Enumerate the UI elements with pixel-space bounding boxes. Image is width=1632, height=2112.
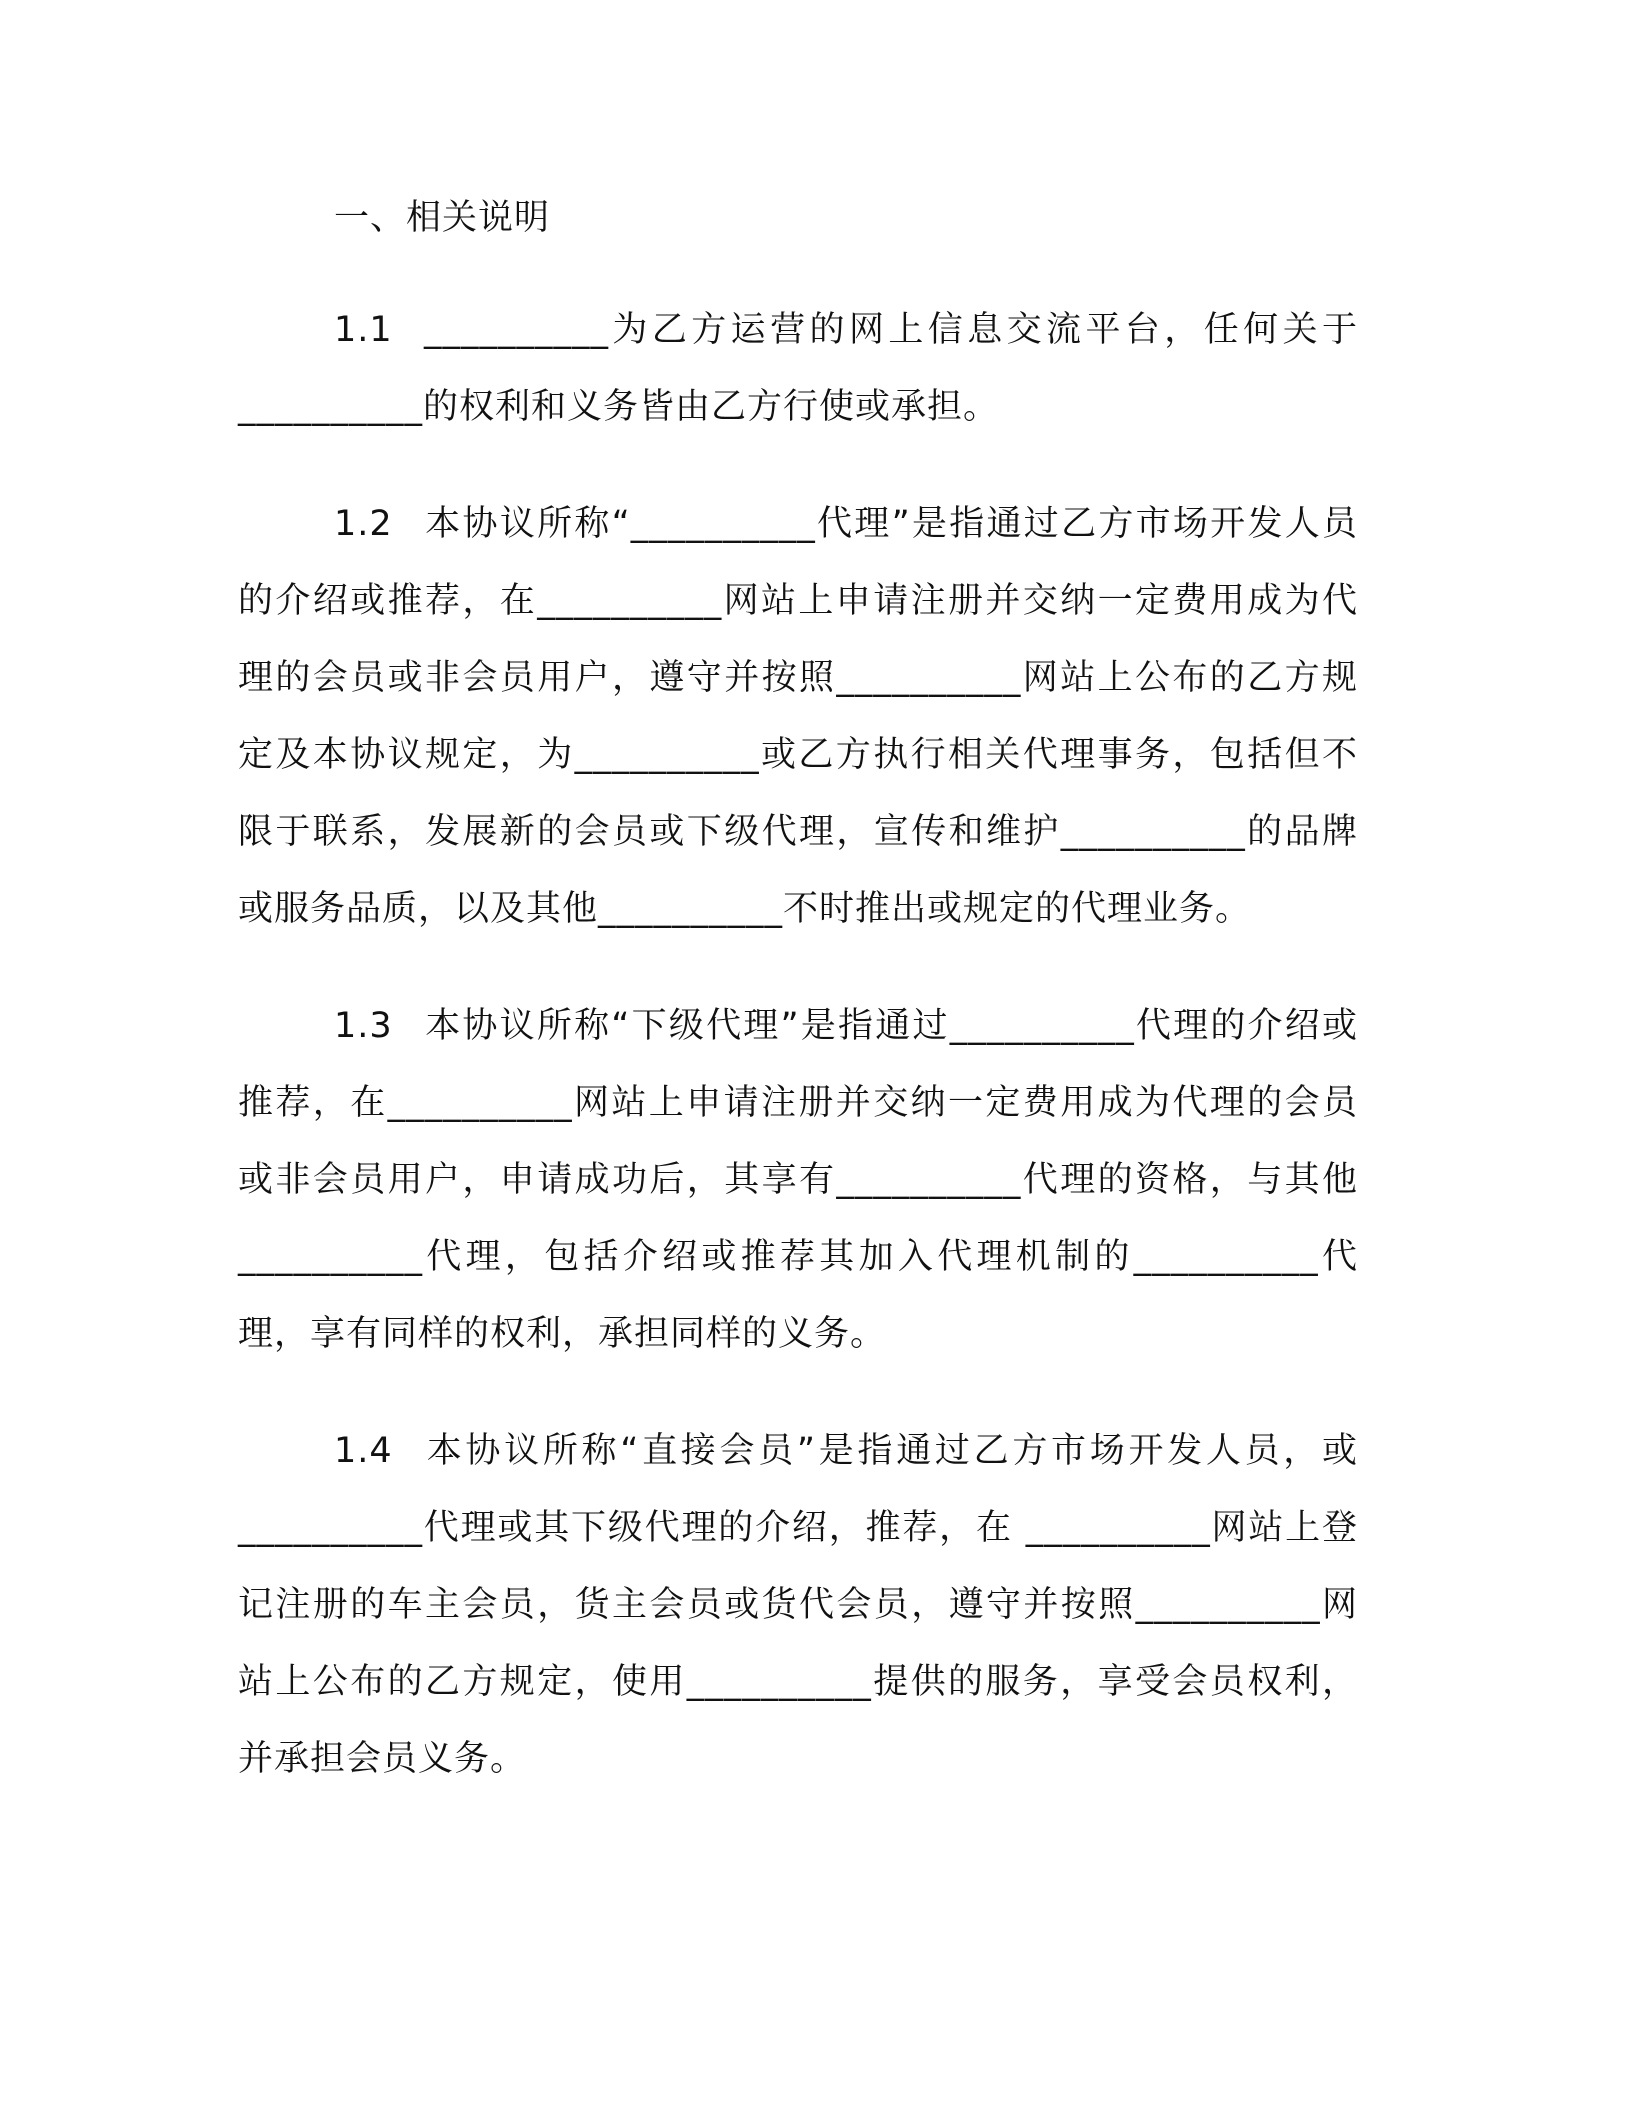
clause-1-2 [238,486,1358,948]
clause-text: __________为乙方运营的网上信息交流平台，任何关于__________的权利和义务皆由乙方行使或承担。 [238,310,1358,427]
clause-number: 1.1 [334,310,393,350]
section-heading: 一、相关说明 [334,198,551,238]
clause-text: 本协议所称“__________代理”是指通过乙方市场开发人员的介绍或推荐，在__________网站上申请注册并交纳一定费用成为代理的会员或非会员用户，遵守并按照__________网站上公布的乙方规定及本协议规定，为__________或乙方执行相关代理事务，包括但不限于联系，发展新的会员或下级代理，宣传和维护__________的品牌或服务品质，以及其他__________不时推出或规定的代理业务。 [238,504,1358,929]
clause-text: 本协议所称“下级代理”是指通过__________代理的介绍或推荐，在__________网站上申请注册并交纳一定费用成为代理的会员或非会员用户，申请成功后，其享有__________代理的资格，与其他__________代理，包括介绍或推荐其加入代理机制的__________代理，享有同样的权利，承担同样的义务。 [238,1006,1358,1354]
clause-text: 本协议所称“直接会员”是指通过乙方市场开发人员，或__________代理或其下级代理的介绍，推荐，在 __________网站上登记注册的车主会员，货主会员或货代会员，遵守并按照__________网站上公布的乙方规定，使用__________提供的服务，享受会员权利，并承担会员义务。 [238,1431,1358,1779]
clause-1-4 [238,1413,1358,1798]
clause-1-1 [238,292,1358,446]
document-body [238,188,1358,1798]
clause-number: 1.3 [334,1006,393,1046]
clause-number: 1.2 [334,504,393,544]
clause-number: 1.4 [334,1431,393,1471]
clause-1-3 [238,988,1358,1373]
